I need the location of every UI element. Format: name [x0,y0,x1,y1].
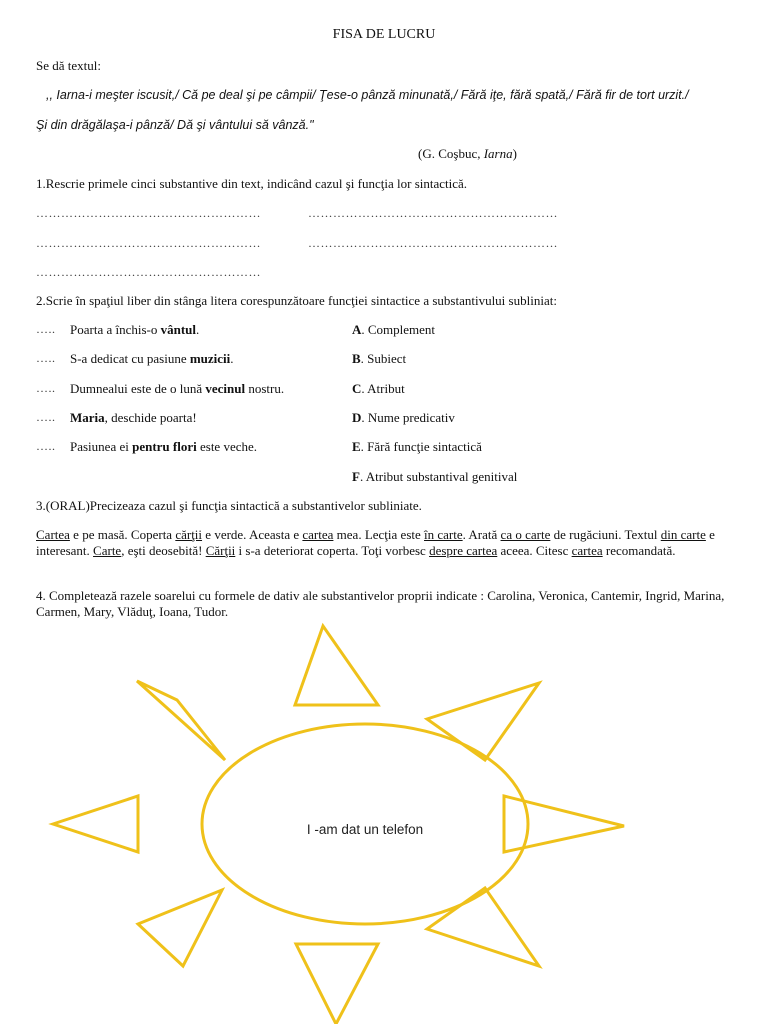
sun-ray-2[interactable] [137,681,225,760]
answer-blank[interactable]: ….. [36,322,56,336]
poem-line-2: Şi din drăgălaşa-i pânză/ Dă şi vântului să vânză." [36,118,314,132]
text-fragment: e pe masă. Coperta [69,527,176,542]
answer-line[interactable]: ……………………………………………… [36,206,261,220]
sun-ray-6[interactable] [138,890,222,966]
text-fragment: . Arată [462,527,501,542]
underlined-noun: în carte [424,527,463,542]
exercise-2-sentence: Poarta a închis-o vântul. [70,322,200,337]
exercise-2-sentence: Dumnealui este de o lună vecinul nostru. [70,381,285,396]
text-fragment: aceea. Citesc [497,543,572,558]
sun-ray-8[interactable] [296,944,378,1024]
text-fragment: de rugăciuni. Textul [550,527,661,542]
underlined-noun: despre cartea [429,543,498,558]
answer-line[interactable]: …………………………………………………… [308,236,558,250]
sun-ray-3[interactable] [427,683,539,760]
option-f: F. Atribut substantival genitival [352,469,518,484]
sun-ray-7[interactable] [427,888,539,966]
sun-center-text: I -am dat un telefon [306,822,424,837]
underlined-noun: cartea [302,527,334,542]
poem-line-1: ,, Iarna-i meşter iscusit,/ Că pe deal şi pe câmpii/ Ţese-o pânză minunată,/ Fără iţe, fără spată,/ Fără fir de tort urzit./ [46,88,689,102]
underlined-noun: ca o carte [500,527,551,542]
text-fragment: e verde. Aceasta e [202,527,303,542]
underlined-noun: cărţii [175,527,203,542]
exercise-4-prompt: 4. Completează razele soarelui cu formele de dativ ale substantivelor proprii indicate : Carolina, Veronica, Cantemir, Ingrid, Marina, Carmen, Mary, Vlăduţ, Ioana, Tudor. [36,588,725,619]
option-a: A. Complement [352,322,436,337]
poem-source: (G. Coşbuc, Iarna) [418,146,517,161]
underlined-noun: cartea [571,543,603,558]
answer-blank[interactable]: ….. [36,439,56,453]
sun-ray-4[interactable] [53,796,138,852]
option-e: E. Fără funcţie sintactică [352,439,482,454]
exercise-1-prompt: 1.Rescrie primele cinci substantive din text, indicând cazul şi funcţia lor sintactică. [36,176,468,191]
answer-line[interactable]: ……………………………………………… [36,265,261,279]
text-fragment: , eşti deosebită! [121,543,206,558]
exercise-2-prompt: 2.Scrie în spaţiul liber din stânga litera corespunzătoare funcţiei sintactice a substantivului subliniat: [36,293,557,308]
intro-text: Se dă textul: [36,58,101,73]
page-title: FISA DE LUCRU [332,27,436,42]
text-fragment: recomandată. [602,543,676,558]
answer-line[interactable]: ……………………………………………… [36,236,261,250]
text-fragment: i s-a deteriorat coperta. Toţi vorbesc [235,543,430,558]
sun-ray-5[interactable] [504,796,624,852]
answer-line[interactable]: …………………………………………………… [308,206,558,220]
answer-blank[interactable]: ….. [36,351,56,365]
underlined-noun: Cartea [36,527,70,542]
underlined-noun: din carte [660,527,706,542]
answer-blank[interactable]: ….. [36,410,56,424]
option-c: C. Atribut [352,381,405,396]
exercise-2-sentence: Pasiunea ei pentru flori este veche. [70,439,258,454]
option-d: D. Nume predicativ [352,410,455,425]
exercise-2-sentence: Maria, deschide poarta! [70,410,197,425]
underlined-noun: Cărţii [205,543,236,558]
answer-blank[interactable]: ….. [36,381,56,395]
text-fragment: mea. Lecţia este [333,527,425,542]
option-b: B. Subiect [352,351,407,366]
exercise-3-prompt: 3.(ORAL)Precizeaza cazul şi funcţia sintactică a substantivelor subliniate. [36,498,422,513]
text-fragment: e interesant. [36,527,715,558]
exercise-2-sentence: S-a dedicat cu pasiune muzicii. [70,351,234,366]
underlined-noun: Carte [93,543,122,558]
sun-ray-1[interactable] [295,626,378,705]
